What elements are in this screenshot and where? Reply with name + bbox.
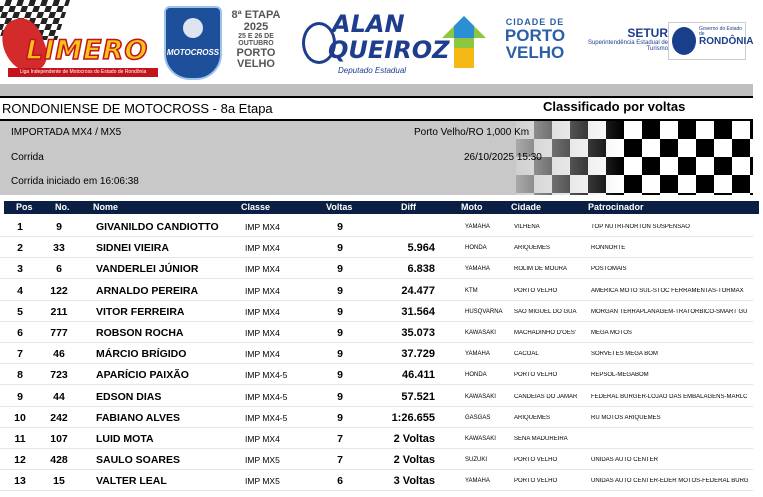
limero-logo	[0, 0, 160, 80]
col-classe: Classe	[241, 202, 271, 212]
cell-pos: 1	[17, 221, 23, 233]
cell-pos: 3	[17, 263, 23, 276]
cell-classe: IMP MX4	[245, 285, 280, 296]
cell-nome: APARÍCIO PAIXÃO	[96, 369, 189, 382]
cell-pos: 5	[17, 305, 23, 318]
table-row	[0, 428, 763, 449]
limero-subtitle: Liga Independente de Motocross do Estado de Rondônia	[8, 68, 158, 77]
cell-cidade: PORTO VELHO	[514, 457, 558, 464]
cell-diff: 31.564	[401, 305, 435, 318]
cell-diff: 24.477	[401, 284, 435, 297]
cell-nome: MÁRCIO BRÍGIDO	[96, 348, 187, 361]
pv-line3: VELHO	[505, 43, 565, 62]
cell-no: 107	[50, 433, 68, 445]
badge-text: MOTOCROSS	[166, 48, 220, 57]
event-title: RONDONIENSE DE MOTOCROSS - 8a Etapa	[2, 101, 273, 116]
cell-classe: IMP MX4-5	[245, 412, 288, 423]
alan-queiroz-logo	[302, 8, 450, 78]
table-row	[0, 280, 763, 301]
cell-pos: 11	[14, 433, 26, 445]
cell-pos: 6	[17, 327, 23, 339]
cell-no: 9	[56, 221, 62, 233]
cell-diff: 5.964	[407, 242, 435, 255]
cell-diff: 35.073	[401, 327, 435, 339]
porto-velho-logo	[500, 18, 570, 61]
limero-logo-text: LIMERO	[26, 35, 149, 66]
cell-nome: EDSON DIAS	[96, 390, 162, 403]
title-strip	[0, 96, 753, 121]
cell-patrocinador: AMÉRICA MOTO SUL-STOC FERRAMENTAS-TORMAX	[591, 287, 744, 294]
sponsor-banner	[0, 0, 763, 86]
cell-patrocinador: REPSOL-MEGABOM	[591, 372, 649, 379]
porto-velho-arrow-icon	[436, 14, 492, 70]
cell-classe: IMP MX4	[245, 349, 280, 360]
cell-no: 428	[50, 454, 68, 467]
cell-classe: IMP MX4-5	[245, 370, 288, 381]
cell-pos: 8	[17, 369, 23, 382]
cell-moto: KAWASAKI	[465, 436, 496, 442]
cell-cidade: ARIQUEMES	[514, 245, 551, 252]
cell-voltas: 9	[337, 263, 343, 276]
cell-nome: GIVANILDO CANDIOTTO	[96, 221, 219, 233]
cell-no: 33	[53, 242, 65, 255]
cell-cidade: ROLIM DE MOURA	[514, 266, 568, 273]
race-info-panel	[0, 121, 753, 195]
cell-nome: ROBSON ROCHA	[96, 327, 184, 339]
cell-moto: SUZUKI	[465, 457, 488, 464]
cell-voltas: 7	[337, 454, 343, 467]
cell-voltas: 9	[337, 242, 343, 255]
cell-voltas: 9	[337, 284, 343, 297]
cell-nome: SAULO SOARES	[96, 454, 181, 467]
cell-no: 6	[56, 263, 62, 276]
cell-patrocinador: TOP NUTRI-NORTON SUSPENSÃO	[591, 224, 690, 230]
cell-diff: 2 Voltas	[393, 433, 435, 445]
cell-no: 46	[53, 348, 65, 361]
cell-nome: LUID MOTA	[96, 433, 154, 445]
date-time-label: 26/10/2025 15:30	[464, 152, 542, 163]
table-row	[0, 237, 763, 258]
cell-patrocinador: SORVETES MEGA BOM	[591, 351, 658, 358]
row-divider	[0, 490, 753, 491]
stage-dates: 25 E 26 DE OUTUBRO	[238, 33, 274, 48]
alan-line3: Deputado Estadual	[338, 66, 407, 75]
cell-voltas: 9	[337, 348, 343, 361]
cell-no: 211	[50, 305, 68, 318]
cell-cidade: CANDEIAS DO JAMAR	[514, 393, 578, 400]
cell-diff: 46.411	[401, 369, 435, 382]
cell-moto: KTM	[465, 287, 478, 294]
table-row	[0, 386, 763, 407]
cell-classe: IMP MX4	[245, 264, 280, 275]
results-header	[4, 201, 759, 214]
table-row	[0, 343, 763, 364]
cell-cidade: PORTO VELHO	[514, 372, 558, 379]
rondonia-government-logo	[668, 22, 754, 60]
pv-line1: CIDADE DE	[505, 17, 565, 27]
col-pos: Pos	[16, 202, 33, 212]
table-row	[0, 216, 763, 237]
cell-patrocinador: MEGA MOTOS	[591, 330, 632, 336]
setur-line2: Superintendência Estadual de Turismo	[587, 39, 668, 52]
cell-patrocinador: FEDERAL BURGER-LOJÃO DAS EMBALAGENS-MARLC	[591, 393, 748, 400]
cell-moto: GASGAS	[465, 414, 491, 421]
stage-city: PORTO VELHO	[236, 46, 276, 71]
motocross-badge-logo	[164, 6, 222, 80]
cell-cidade: MACHADINHO D'OES'	[514, 330, 576, 336]
cell-moto: YAMAHA	[465, 224, 490, 230]
cell-diff: 1:26.655	[391, 411, 435, 424]
cell-pos: 12	[14, 454, 26, 467]
cell-voltas: 9	[337, 327, 343, 339]
state-seal-icon	[672, 27, 696, 55]
col-nome: Nome	[93, 202, 119, 212]
table-row	[0, 301, 763, 322]
cell-diff: 2 Voltas	[393, 454, 435, 467]
table-row	[0, 364, 763, 385]
cell-pos: 10	[14, 411, 26, 424]
cell-voltas: 9	[337, 411, 343, 424]
cell-voltas: 9	[337, 390, 343, 403]
cell-classe: IMP MX4	[245, 434, 280, 444]
cell-moto: HUSQVARNA	[465, 308, 503, 315]
category-label: IMPORTADA MX4 / MX5	[11, 127, 122, 138]
cell-moto: YAMAHA	[465, 478, 490, 485]
table-row	[0, 322, 763, 343]
cell-cidade: ARIQUEMES	[514, 414, 551, 421]
cell-voltas: 9	[337, 305, 343, 318]
cell-classe: IMP MX5	[245, 455, 280, 466]
cell-no: 242	[50, 411, 68, 424]
cell-classe: IMP MX4	[245, 328, 280, 338]
cell-moto: YAMAHA	[465, 351, 490, 358]
cell-diff: 57.521	[401, 390, 435, 403]
cell-nome: VITOR FERREIRA	[96, 305, 185, 318]
table-row	[0, 449, 763, 470]
ro-line1: Governo do Estado de	[699, 26, 743, 37]
cell-classe: IMP MX4	[245, 222, 280, 232]
alan-line1: ALAN	[332, 10, 405, 38]
cell-nome: FABIANO ALVES	[96, 411, 181, 424]
cell-no: 723	[50, 369, 68, 382]
table-row	[0, 258, 763, 279]
cell-nome: VANDERLEI JÚNIOR	[96, 263, 199, 276]
cell-diff: 3 Voltas	[393, 475, 435, 488]
cell-voltas: 6	[337, 475, 343, 488]
cell-no: 44	[53, 390, 65, 403]
cell-diff: 6.838	[407, 263, 435, 276]
cell-pos: 7	[17, 348, 23, 361]
cell-pos: 2	[17, 242, 23, 255]
location-label: Porto Velho/RO 1,000 Km	[414, 127, 530, 138]
cell-classe: IMP MX5	[245, 476, 280, 487]
banner-separator	[0, 84, 753, 96]
cell-nome: SIDNEI VIEIRA	[96, 242, 169, 255]
col-diff: Diff	[401, 202, 416, 212]
stage-info	[223, 10, 289, 71]
cell-cidade: SENA MADUREIRA	[514, 436, 568, 442]
cell-classe: IMP MX4-5	[245, 391, 288, 402]
cell-moto: YAMAHA	[465, 266, 490, 273]
classification-title: Classificado por voltas	[543, 99, 686, 114]
col-voltas: Voltas	[326, 202, 353, 212]
session-label: Corrida	[11, 152, 44, 163]
cell-cidade: VILHENA	[514, 224, 540, 230]
cell-cidade: PORTO VELHO	[514, 287, 558, 294]
cell-cidade: PORTO VELHO	[514, 478, 558, 485]
cell-no: 15	[53, 475, 65, 488]
ro-line2: RONDÔNIA	[699, 36, 754, 47]
start-info-label: Corrida iniciado em 16:06:38	[11, 176, 139, 187]
cell-patrocinador: UNIDAS AUTO CENTER-EDER MOTOS-FEDERAL BURG	[591, 478, 749, 485]
cell-nome: ARNALDO PEREIRA	[96, 284, 199, 297]
cell-moto: HONDA	[465, 245, 487, 252]
stage-year: 2025	[243, 20, 269, 33]
checkered-flag-icon	[516, 121, 753, 195]
cell-voltas: 9	[337, 221, 343, 233]
cell-cidade: CACOAL	[514, 351, 539, 358]
pv-line2: PORTO	[504, 26, 566, 45]
table-row	[0, 470, 763, 491]
cell-nome: VALTER LEAL	[96, 475, 167, 488]
cell-cidade: SÃO MIGUEL DO GUA	[514, 308, 577, 315]
cell-diff: 37.729	[401, 348, 435, 361]
cell-patrocinador: UNIDAS AUTO CENTER	[591, 457, 658, 464]
cell-moto: HONDA	[465, 372, 487, 379]
cell-patrocinador: RONNORTE	[591, 245, 626, 252]
setur-logo	[578, 27, 668, 52]
setur-line1: SETUR	[627, 26, 668, 40]
col-cidade: Cidade	[511, 202, 542, 212]
stage-number: 8ª ETAPA	[231, 9, 281, 21]
cell-pos: 4	[17, 284, 23, 297]
cell-moto: KAWASAKI	[465, 393, 496, 400]
cell-classe: IMP MX4	[245, 243, 280, 254]
cell-moto: KAWASAKI	[465, 330, 496, 336]
col-moto: Moto	[461, 202, 483, 212]
cell-voltas: 9	[337, 369, 343, 382]
cell-patrocinador: MORGAN TERRAPLANAGEM-TRATORBICO-SMART GU	[591, 308, 748, 315]
motorcycle-icon	[183, 18, 203, 38]
cell-no: 777	[50, 327, 68, 339]
table-row	[0, 407, 763, 428]
col-no: No.	[55, 202, 70, 212]
cell-classe: IMP MX4	[245, 306, 280, 317]
cell-no: 122	[50, 284, 68, 297]
cell-pos: 9	[17, 390, 23, 403]
cell-patrocinador: POSTOMAIS	[591, 266, 627, 273]
cell-voltas: 7	[337, 433, 343, 445]
cell-pos: 13	[14, 475, 26, 488]
col-patrocinador: Patrocinador	[588, 202, 644, 212]
cell-patrocinador: RU MOTOS ARIQUEMES	[591, 414, 661, 421]
alan-line2: QUEIROZ	[328, 36, 450, 64]
